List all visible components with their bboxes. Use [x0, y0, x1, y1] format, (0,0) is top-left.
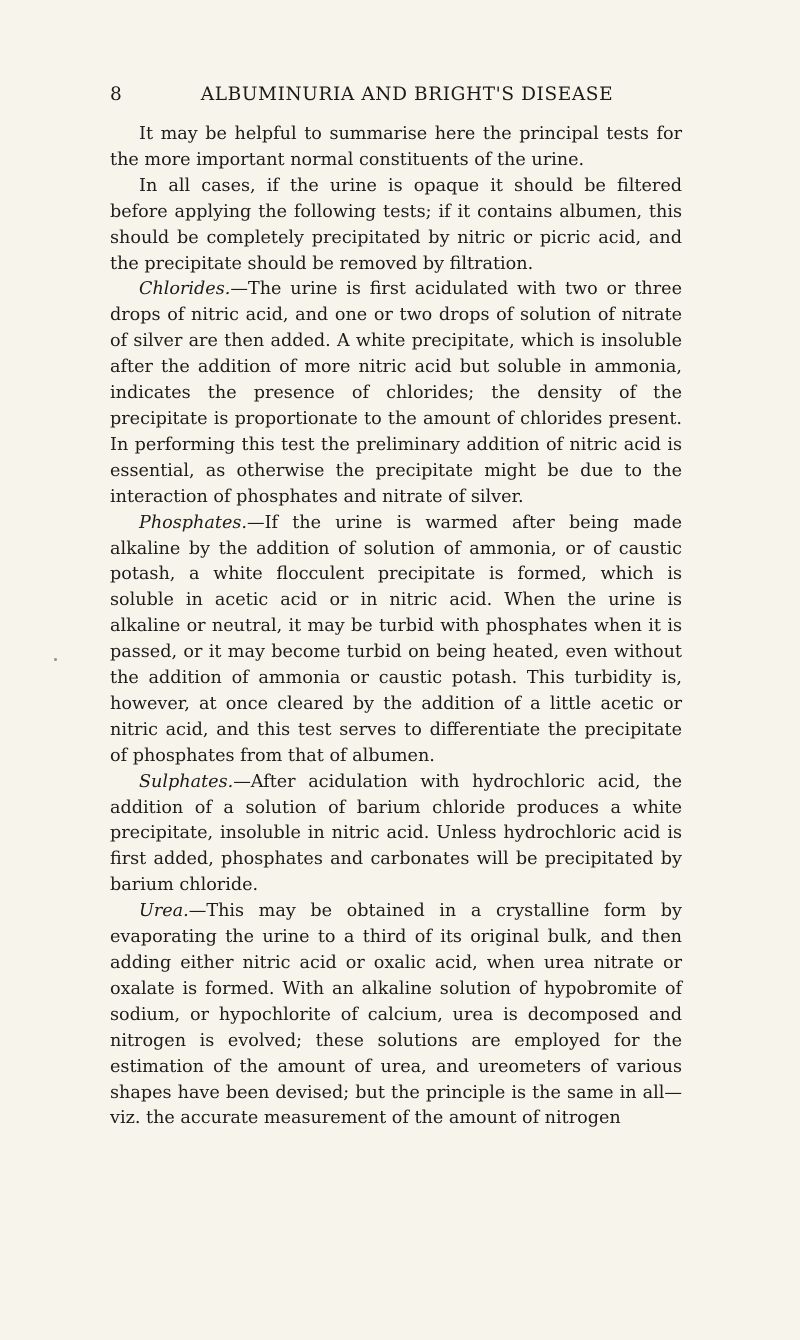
paragraph-intro	[110, 122, 682, 174]
paragraph-text: In all cases, if the urine is opaque it should be filtered before applying the following tests; if it contains albumen, this should be completely precipitated by nitric or picric acid, and the precipitate should be removed by filtration.	[110, 175, 682, 274]
running-title: ALBUMINURIA AND BRIGHT'S DISEASE	[200, 84, 614, 105]
paragraph-text: It may be helpful to summarise here the principal tests for the more important normal constituents of the urine.	[110, 124, 682, 170]
paragraph-filtering	[110, 174, 682, 278]
body-text	[110, 122, 682, 1132]
section-lead-chlorides: Chlorides.	[139, 279, 231, 300]
paragraph-urea	[110, 899, 682, 1132]
section-lead-urea: Urea.	[139, 901, 189, 922]
paragraph-phosphates	[110, 511, 682, 770]
paragraph-text: —The urine is first acidulated with two or three drops of nitric acid, and one or two drops of solution of nitrate of silver are then added. A white precipitate, which is insoluble after the addition of more nitric acid but soluble in ammonia, indicates the presence of chlorides; the density of the precipitate is proportionate to the amount of chlorides present. In performing this test the preliminary addition of nitric acid is essential, as otherwise the precipitate might be due to the interaction of phosphates and nitrate of silver.	[110, 279, 682, 507]
section-lead-phosphates: Phosphates.	[139, 512, 247, 533]
paragraph-sulphates	[110, 770, 682, 900]
paragraph-chlorides	[110, 277, 682, 510]
paragraph-text: —After acidulation with hydrochloric acid, the addition of a solution of barium chloride produces a white precipitate, insoluble in nitric acid. Unless hydrochloric acid is first added, phosphates and carbonates will be precipitated by barium chloride.	[110, 771, 682, 896]
paragraph-text: —If the urine is warmed after being made alkaline by the addition of solution of ammonia, or of caustic potash, a white flocculent precipitate is formed, which is soluble in acetic acid or in nitric acid. When the urine is alkaline or neutral, it may be turbid with phosphates when it is passed, or it may become turbid on being heated, even without the addition of ammonia or caustic potash. This turbidity is, however, at once cleared by the addition of a little acetic or nitric acid, and this test serves to differentiate the precipitate of phosphates from that of albumen.	[110, 512, 682, 766]
page-number: 8	[110, 84, 123, 105]
paragraph-text: —This may be obtained in a crystalline form by evaporating the urine to a third of its original bulk, and then adding either nitric acid or oxalic acid, when urea nitrate or oxalate is formed. With an alkaline solution of hypobromite of sodium, or hypochlorite of calcium, urea is decomposed and nitrogen is evolved; these solutions are employed for the estimation of the amount of urea, and ureometers of various shapes have been devised; but the principle is the same in all—viz. the accurate measurement of the amount of nitrogen	[110, 901, 682, 1129]
running-head	[110, 82, 680, 108]
section-lead-sulphates: Sulphates.	[139, 771, 234, 792]
paper-speck	[54, 658, 57, 661]
